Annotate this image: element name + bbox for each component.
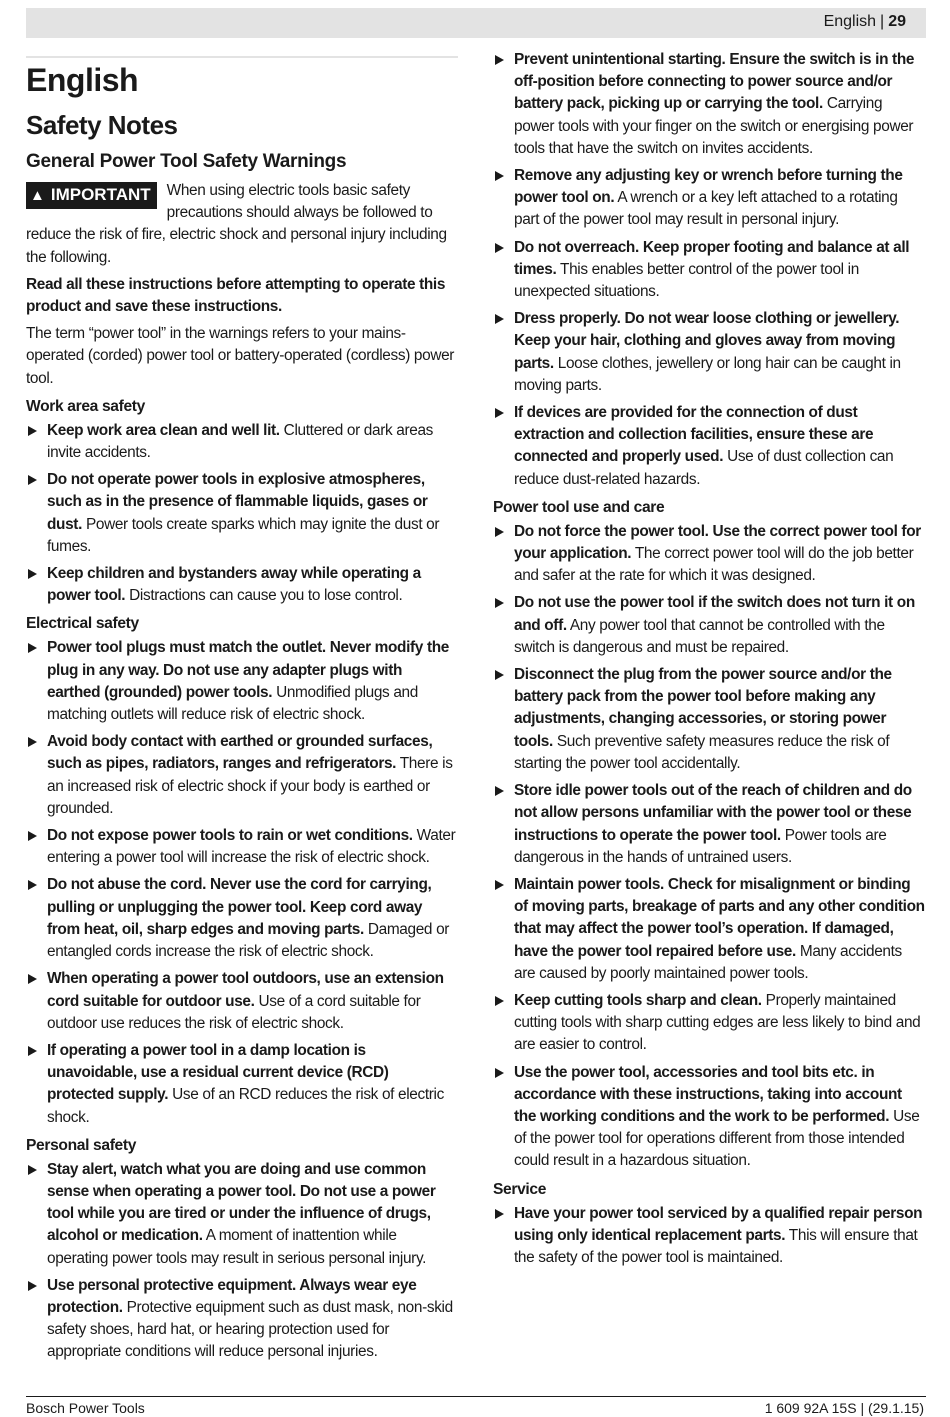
item-bold: Keep work area clean and well lit.: [47, 421, 280, 439]
electrical-list: [26, 637, 458, 1128]
list-item: [26, 420, 458, 464]
header-separator: |: [880, 13, 885, 30]
list-item: [493, 1203, 925, 1270]
item-bold: Keep children and bystanders away while operating a power tool.: [47, 565, 421, 605]
right-column: [493, 49, 925, 1274]
list-item: [493, 49, 925, 160]
list-item: [26, 469, 458, 558]
list-item: [493, 1062, 925, 1173]
item-bold: Stay alert, watch what you are doing and use common sense when operating a power tool. Do not use a power tool while you are tired or under the influence of drugs, alcohol or medication.: [47, 1160, 436, 1245]
section-title: Safety Notes: [26, 110, 178, 140]
item-text: Damaged or entangled cords increase the risk of electric shock.: [47, 920, 450, 961]
list-item: [493, 592, 925, 659]
item-bold: Keep cutting tools sharp and clean.: [514, 991, 762, 1009]
list-item: [26, 825, 458, 869]
footer-rule: [26, 1396, 926, 1397]
item-text: Distractions can cause you to lose control.: [125, 587, 403, 605]
important-label: IMPORTANT: [50, 185, 151, 204]
electrical-heading: Electrical safety: [26, 615, 139, 633]
item-bold: Use the power tool, accessories and tool bits etc. in accordance with these instructions, taking into account the working conditions and the work to be performed.: [514, 1063, 902, 1125]
title-rule: [26, 56, 458, 58]
intro-text: When using electric tools basic safety precautions should always be followed to reduce the risk of fire, electric shock and personal injury including the following.: [26, 182, 447, 266]
list-item: [26, 731, 458, 820]
personal-list-right: [493, 49, 925, 491]
tool-use-heading: Power tool use and care: [493, 498, 665, 516]
footer-doc-code: 1 609 92A 15S | (29.1.15): [764, 1400, 924, 1416]
list-item: [493, 874, 925, 985]
footer-brand: Bosch Power Tools: [26, 1400, 145, 1416]
page-header: [824, 10, 906, 34]
header-language: English: [823, 13, 877, 30]
item-bold: Do not expose power tools to rain or wet conditions.: [47, 827, 413, 845]
item-bold: If operating a power tool in a damp location is unavoidable, use a residual current device (RCD) protected supply.: [47, 1041, 389, 1104]
item-bold: Dress properly. Do not wear loose clothing or jewellery. Keep your hair, clothing and gloves away from moving parts.: [514, 310, 900, 372]
subsection-title: General Power Tool Safety Warnings: [26, 151, 347, 172]
item-text: Unmodified plugs and matching outlets will reduce risk of electric shock.: [47, 683, 418, 724]
item-bold: Avoid body contact with earthed or grounded surfaces, such as pipes, radiators, ranges and refrigerators.: [47, 733, 433, 773]
item-text: Protective equipment such as dust mask, non-skid safety shoes, hard hat, or hearing protection used for appropriate conditions will reduce personal injuries.: [47, 1298, 453, 1361]
left-column: [26, 60, 458, 1369]
item-text: Carrying power tools with your finger on the switch or energising power tools that have the switch on invites accidents.: [514, 95, 914, 157]
item-text: Many accidents are caused by poorly maintained power tools.: [514, 942, 902, 982]
item-text: Properly maintained cutting tools with sharp cutting edges are less likely to bind and are easier to control.: [514, 991, 921, 1054]
item-bold: Do not overreach. Keep proper footing and balance at all times.: [514, 238, 910, 278]
list-item: [26, 563, 458, 607]
tool-use-list: [493, 521, 925, 1173]
item-bold: Store idle power tools out of the reach of children and do not allow persons unfamiliar with the power tool or these instructions to operate the power tool.: [514, 782, 912, 844]
term-definition: The term “power tool” in the warnings refers to your mains-operated (corded) power tool or battery-operated (cordless) power tool.: [26, 325, 455, 387]
work-area-heading: Work area safety: [26, 397, 145, 415]
list-item: [26, 1159, 458, 1270]
list-item: [26, 968, 458, 1035]
header-bar: [26, 8, 926, 38]
item-bold: Remove any adjusting key or wrench before turning the power tool on.: [514, 167, 903, 207]
item-text: Use of a cord suitable for outdoor use reduces the risk of electric shock.: [47, 992, 421, 1032]
item-text: A moment of inattention while operating power tools may result in serious personal injury.: [47, 1227, 427, 1267]
important-badge: [26, 182, 157, 209]
list-item: [26, 637, 458, 726]
page-number: 29: [888, 13, 906, 30]
page-title: English: [26, 62, 139, 98]
item-bold: Prevent unintentional starting. Ensure the switch is in the off-position before connecting to power source and/or battery pack, picking up or carrying the tool.: [514, 51, 915, 113]
item-bold: Disconnect the plug from the power source and/or the battery pack from the power tool before making any adjustments, changing accessories, or storing power tools.: [514, 666, 892, 750]
service-heading: Service: [493, 1180, 547, 1198]
service-list: [493, 1203, 925, 1270]
list-item: [26, 1275, 458, 1364]
item-text: There is an increased risk of electric shock if your body is earthed or grounded.: [47, 755, 453, 817]
item-bold: Use personal protective equipment. Always wear eye protection.: [47, 1276, 417, 1316]
warning-icon: ▲: [30, 187, 45, 204]
item-bold: When operating a power tool outdoors, use an extension cord suitable for outdoor use.: [47, 970, 444, 1010]
item-bold: Do not force the power tool. Use the correct power tool for your application.: [514, 522, 921, 563]
list-item: [493, 780, 925, 869]
list-item: [26, 1040, 458, 1129]
item-bold: Do not abuse the cord. Never use the cord for carrying, pulling or unplugging the power tool. Keep cord away from heat, oil, sharp edges and moving parts.: [47, 876, 432, 938]
item-text: A wrench or a key left attached to a rotating part of the power tool may result in personal injury.: [514, 189, 898, 229]
item-text: The correct power tool will do the job better and safer at the rate for which it was designed.: [514, 545, 914, 585]
intro-block: [26, 180, 458, 269]
list-item: [26, 874, 458, 963]
item-text: Cluttered or dark areas invite accidents.: [47, 421, 434, 462]
list-item: [493, 237, 925, 304]
item-text: Use of dust collection can reduce dust-related hazards.: [514, 448, 894, 488]
item-bold: Have your power tool serviced by a qualified repair person using only identical replacement parts.: [514, 1204, 923, 1244]
item-text: Water entering a power tool will increase the risk of electric shock.: [47, 827, 456, 867]
item-text: Loose clothes, jewellery or long hair can be caught in moving parts.: [514, 354, 901, 394]
item-text: This will ensure that the safety of the power tool is maintained.: [514, 1226, 918, 1266]
item-bold: Do not operate power tools in explosive atmospheres, such as in the presence of flammable liquids, gases or dust.: [47, 471, 428, 533]
item-text: Use of the power tool for operations different from those intended could result in a hazardous situation.: [514, 1107, 920, 1170]
item-bold: If devices are provided for the connection of dust extraction and collection facilities, ensure these are connected and properly used.: [514, 404, 874, 466]
item-bold: Do not use the power tool if the switch does not turn it on and off.: [514, 594, 915, 634]
item-text: Such preventive safety measures reduce the risk of starting the power tool accidentally.: [514, 732, 890, 772]
item-text: Use of an RCD reduces the risk of electric shock.: [47, 1086, 444, 1126]
list-item: [493, 990, 925, 1057]
work-area-list: [26, 420, 458, 608]
list-item: [493, 402, 925, 491]
item-text: Any power tool that cannot be controlled with the switch is dangerous and must be repaired.: [514, 616, 885, 656]
personal-list-left: [26, 1159, 458, 1364]
item-text: Power tools create sparks which may ignite the dust or fumes.: [47, 515, 440, 555]
read-instructions: Read all these instructions before attempting to operate this product and save these instructions.: [26, 275, 446, 316]
item-text: This enables better control of the power tool in unexpected situations.: [514, 260, 859, 301]
item-bold: Power tool plugs must match the outlet. Never modify the plug in any way. Do not use any adapter plugs with earthed (grounded) power tools.: [47, 639, 449, 701]
list-item: [493, 521, 925, 588]
list-item: [493, 165, 925, 232]
item-text: Power tools are dangerous in the hands of untrained users.: [514, 826, 887, 866]
personal-heading: Personal safety: [26, 1136, 137, 1154]
list-item: [493, 308, 925, 397]
list-item: [493, 664, 925, 775]
item-bold: Maintain power tools. Check for misalignment or binding of moving parts, breakage of parts and any other condition that may affect the power tool’s operation. If damaged, have the power tool repaired before use.: [514, 875, 925, 960]
